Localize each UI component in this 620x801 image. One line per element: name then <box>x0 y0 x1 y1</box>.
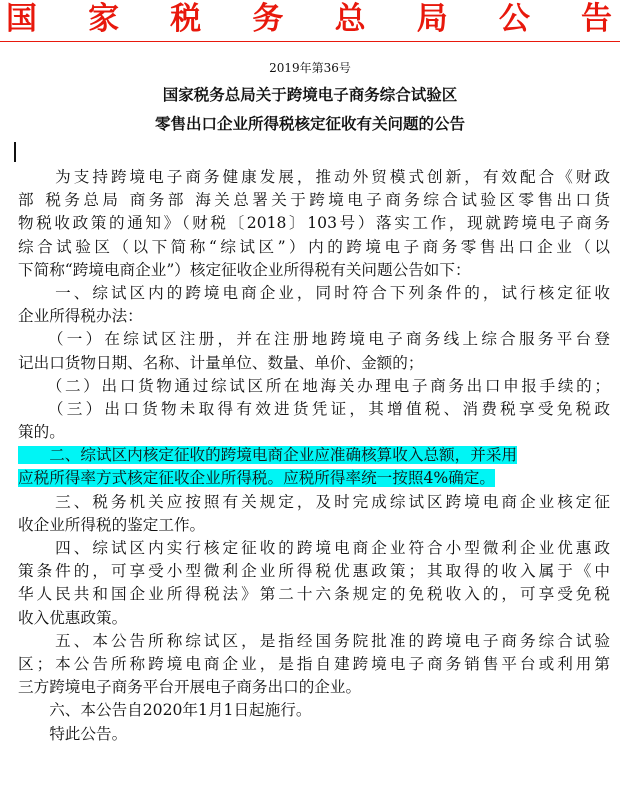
masthead-divider <box>0 41 620 42</box>
body-line: 企业所得税办法： <box>18 307 143 326</box>
masthead <box>0 0 620 38</box>
body-line: 五、本公告所称综试区，是指经国务院批准的跨境电子商务综合试验 <box>18 631 610 650</box>
body-line: （一）在综试区注册，并在注册地跨境电子商务线上综合服务平台登 <box>18 330 610 349</box>
body-line: 部 税务总局 商务部 海关总署关于跨境电子商务综合试验区零售出口货 <box>18 191 610 210</box>
body-line: 记出口货物日期、名称、计量单位、数量、单价、金额的； <box>18 353 424 372</box>
masthead-char: 税 <box>170 1 202 37</box>
body-line: 华人民共和国企业所得税法》第二十六条规定的免税收入的，可享受免税 <box>18 585 610 604</box>
masthead-char: 国 <box>6 1 37 37</box>
masthead-char: 公 <box>498 1 530 37</box>
masthead-char: 告 <box>580 1 612 37</box>
document-number: 2019年第36号 <box>269 61 351 75</box>
body-line: 四、综试区内实行核定征收的跨境电商企业符合小型微利企业优惠政 <box>18 539 610 557</box>
document-title-line-1: 国家税务总局关于跨境电子商务综合试验区 <box>162 86 458 104</box>
text-cursor <box>14 142 16 162</box>
highlight-span: 二、综试区内核定征收的跨境电商企业应准确核算收入总额，并采用 <box>18 446 518 465</box>
body-line: 一、综试区内的跨境电商企业，同时符合下列条件的，试行核定征收 <box>18 283 610 302</box>
highlight-span: 应税所得率方式核定征收企业所得税。应税所得率统一按照4%确定。 <box>18 469 495 488</box>
body-line: 下简称“跨境电商企业”）核定征收企业所得税有关问题公告如下： <box>18 260 471 279</box>
body-line: 综合试验区（以下简称“综试区”）内的跨境电子商务零售出口企业（以 <box>18 237 610 256</box>
masthead-char: 务 <box>252 1 284 37</box>
body-line: 区；本公告所称跨境电商企业，是指自建跨境电子商务销售平台或利用第 <box>18 654 610 673</box>
body-line: 三方跨境电子商务平台开展电子商务出口的企业。 <box>18 678 362 697</box>
body-line: （二）出口货物通过综试区所在地海关办理电子商务出口申报手续的； <box>18 376 610 395</box>
highlighted-paragraph <box>18 444 610 467</box>
masthead-char: 局 <box>416 1 448 37</box>
body-line: 收企业所得税的鉴定工作。 <box>18 515 206 534</box>
body-line: 三、税务机关应按照有关规定，及时完成综试区跨境电商企业核定征 <box>18 492 610 511</box>
body-line: 物税收政策的通知》（财税〔2018〕103号）落实工作，现就跨境电子商务 <box>18 214 610 233</box>
document-body <box>18 166 610 746</box>
body-line: 收入优惠政策。 <box>18 608 128 627</box>
masthead-char: 总 <box>334 1 366 37</box>
body-line: 策的。 <box>18 423 65 442</box>
body-line: 策条件的，可享受小型微利企业所得税优惠政策；其取得的收入属于《中 <box>18 562 610 581</box>
body-line: 特此公告。 <box>18 724 128 743</box>
highlighted-paragraph <box>18 467 610 490</box>
masthead-char: 家 <box>88 1 120 37</box>
body-line: （三）出口货物未取得有效进货凭证，其增值税、消费税享受免税政 <box>18 399 610 418</box>
body-line: 六、本公告自2020年1月1日起施行。 <box>18 701 312 720</box>
document-title-line-2: 零售出口企业所得税核定征收有关问题的公告 <box>154 115 465 133</box>
body-line: 为支持跨境电子商务健康发展，推动外贸模式创新，有效配合《财政 <box>18 168 610 186</box>
